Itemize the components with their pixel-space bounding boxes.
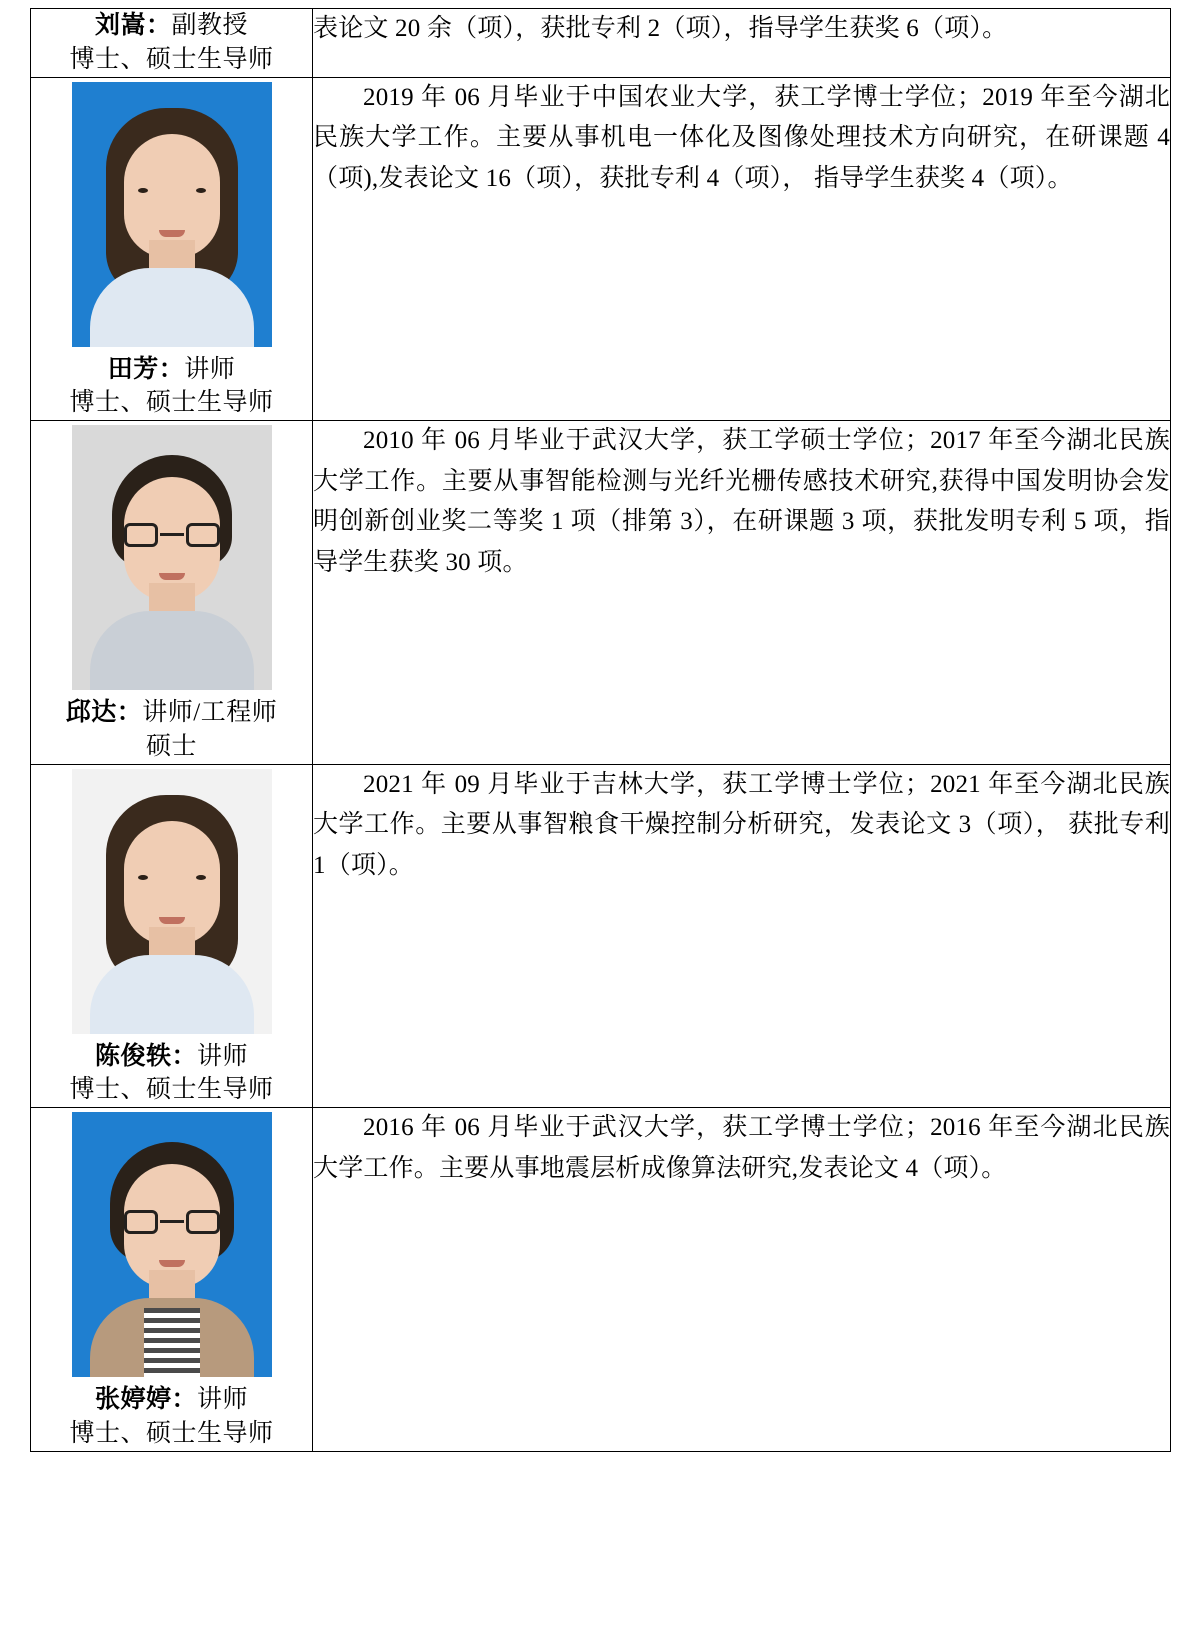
person-cell-chen-junyi xyxy=(31,764,313,1108)
person-name-title: 刘嵩：副教授 xyxy=(94,12,249,39)
person-title: 讲师 xyxy=(197,1042,249,1070)
person-name: 刘嵩 xyxy=(94,12,146,39)
person-degree: 博士、硕士生导师 xyxy=(69,1076,274,1104)
portrait-photo xyxy=(72,1112,272,1377)
person-title: 讲师 xyxy=(184,355,236,383)
person-name: 邱达 xyxy=(65,699,117,726)
person-degree: 博士、硕士生导师 xyxy=(69,389,274,417)
table-row xyxy=(31,77,1171,421)
table-row xyxy=(31,1108,1171,1452)
person-cell-zhang-tingting xyxy=(31,1108,313,1452)
portrait-photo xyxy=(72,769,272,1034)
bio-text: 2016 年 06 月毕业于武汉大学，获工学博士学位；2016 年至今湖北民族大学工作。主要从事地震层析成像算法研究,发表论文 4（项）。 xyxy=(313,1114,1170,1182)
table-row xyxy=(31,421,1171,765)
person-degree: 博士、硕士生导师 xyxy=(69,45,274,73)
person-name-title: 陈俊轶：讲师 xyxy=(94,1042,249,1070)
bio-cell-zhang-tingting xyxy=(313,1108,1171,1452)
person-title: 讲师 xyxy=(197,1386,249,1413)
person-name-title: 张婷婷：讲师 xyxy=(94,1386,249,1413)
person-name-title: 邱达：讲师/工程师 xyxy=(65,699,278,726)
bio-text: 表论文 20 余（项），获批专利 2（项），指导学生获奖 6（项）。 xyxy=(313,15,1008,42)
faculty-table xyxy=(30,8,1171,1452)
person-degree: 硕士 xyxy=(145,732,197,760)
person-title: 副教授 xyxy=(171,12,249,39)
person-title: 讲师/工程师 xyxy=(142,699,278,726)
table-row xyxy=(31,764,1171,1108)
person-name: 张婷婷 xyxy=(94,1386,172,1413)
bio-text: 2010 年 06 月毕业于武汉大学，获工学硕士学位；2017 年至今湖北民族大学工作。主要从事智能检测与光纤光栅传感技术研究,获得中国发明协会发明创新创业奖二等奖 1 项（排第 3），在研课题 3 项，获批发明专利 5 项，指导学生获奖 30 项。 xyxy=(313,427,1170,576)
bio-text: 2019 年 06 月毕业于中国农业大学，获工学博士学位；2019 年至今湖北民族大学工作。主要从事机电一体化及图像处理技术方向研究，在研课题 4（项),发表论文 16（项），获批专利 4（项）， 指导学生获奖 4（项）。 xyxy=(313,83,1170,192)
bio-cell-liu-song xyxy=(313,9,1171,78)
person-cell-qiu-da xyxy=(31,421,313,765)
bio-text: 2021 年 09 月毕业于吉林大学，获工学博士学位；2021 年至今湖北民族大学工作。主要从事智粮食干燥控制分析研究，发表论文 3（项）， 获批专利 1（项）。 xyxy=(313,770,1170,879)
person-name: 陈俊轶 xyxy=(94,1042,172,1070)
table-row xyxy=(31,9,1171,78)
bio-cell-qiu-da xyxy=(313,421,1171,765)
person-name-title: 田芳：讲师 xyxy=(107,355,236,383)
person-degree: 博士、硕士生导师 xyxy=(69,1419,274,1447)
person-name: 田芳 xyxy=(107,355,159,383)
bio-cell-chen-junyi xyxy=(313,764,1171,1108)
portrait-photo xyxy=(72,82,272,347)
person-cell-tian-fang xyxy=(31,77,313,421)
bio-cell-tian-fang xyxy=(313,77,1171,421)
person-cell-liu-song xyxy=(31,9,313,78)
portrait-photo xyxy=(72,425,272,690)
